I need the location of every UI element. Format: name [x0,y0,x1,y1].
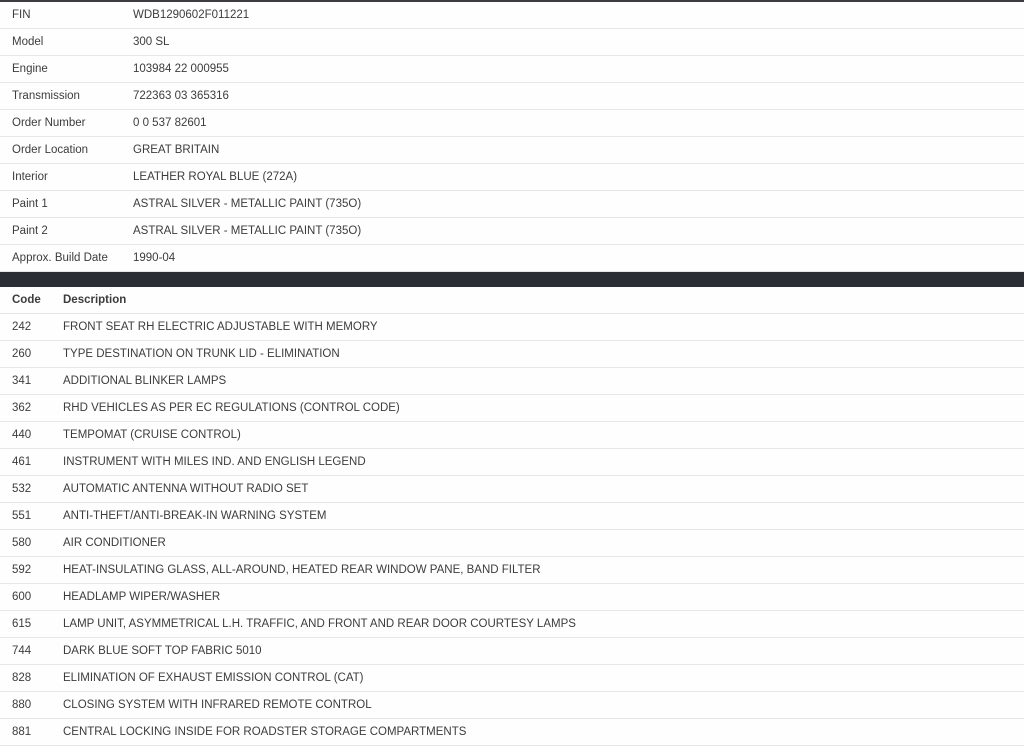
option-row [0,611,1024,638]
options-header-row [0,287,1024,314]
description-column-header: Description [63,294,127,306]
option-description: TEMPOMAT (CRUISE CONTROL) [63,429,241,441]
option-description: DARK BLUE SOFT TOP FABRIC 5010 [63,645,262,657]
option-row [0,341,1024,368]
option-description: CLOSING SYSTEM WITH INFRARED REMOTE CONTROL [63,699,372,711]
option-description: ANTI-THEFT/ANTI-BREAK-IN WARNING SYSTEM [63,510,327,522]
detail-row [0,191,1024,218]
option-code: 615 [12,618,32,630]
detail-value: 722363 03 365316 [133,90,229,102]
option-row [0,422,1024,449]
option-code: 744 [12,645,32,657]
detail-row [0,218,1024,245]
detail-label: Paint 1 [12,198,48,210]
section-divider-bar [0,272,1024,287]
option-row [0,719,1024,746]
option-row [0,530,1024,557]
option-code: 881 [12,726,32,738]
detail-label: Model [12,36,44,48]
option-code: 362 [12,402,32,414]
detail-label: FIN [12,9,31,21]
option-code: 580 [12,537,32,549]
code-column-header: Code [12,294,41,306]
detail-label: Paint 2 [12,225,48,237]
detail-label: Transmission [12,90,80,102]
option-row [0,476,1024,503]
option-row [0,665,1024,692]
detail-row [0,83,1024,110]
detail-value: ASTRAL SILVER - METALLIC PAINT (735O) [133,225,362,237]
option-code: 461 [12,456,32,468]
detail-row [0,110,1024,137]
detail-value: 0 0 537 82601 [133,117,207,129]
detail-value: 1990-04 [133,252,176,264]
option-description: ADDITIONAL BLINKER LAMPS [63,375,227,387]
detail-row [0,245,1024,272]
option-row [0,692,1024,719]
option-code: 341 [12,375,32,387]
detail-value: GREAT BRITAIN [133,144,220,156]
detail-value: WDB1290602F011221 [133,9,250,21]
option-row [0,449,1024,476]
detail-label: Approx. Build Date [12,252,108,264]
option-row [0,638,1024,665]
option-row [0,314,1024,341]
option-row [0,557,1024,584]
detail-row [0,137,1024,164]
detail-value: 300 SL [133,36,170,48]
option-description: AIR CONDITIONER [63,537,166,549]
option-codes-table [0,287,1024,746]
option-description: FRONT SEAT RH ELECTRIC ADJUSTABLE WITH MEMORY [63,321,378,333]
detail-row [0,164,1024,191]
option-row [0,584,1024,611]
option-description: HEAT-INSULATING GLASS, ALL-AROUND, HEATED REAR WINDOW PANE, BAND FILTER [63,564,541,576]
option-code: 551 [12,510,32,522]
option-description: HEADLAMP WIPER/WASHER [63,591,221,603]
option-description: RHD VEHICLES AS PER EC REGULATIONS (CONTROL CODE) [63,402,400,414]
option-row [0,395,1024,422]
option-description: LAMP UNIT, ASYMMETRICAL L.H. TRAFFIC, AND FRONT AND REAR DOOR COURTESY LAMPS [63,618,576,630]
detail-label: Order Number [12,117,86,129]
detail-value: 103984 22 000955 [133,63,229,75]
option-code: 592 [12,564,32,576]
option-code: 600 [12,591,32,603]
detail-label: Engine [12,63,48,75]
option-code: 242 [12,321,32,333]
option-row [0,503,1024,530]
option-description: CENTRAL LOCKING INSIDE FOR ROADSTER STORAGE COMPARTMENTS [63,726,467,738]
option-row [0,368,1024,395]
option-description: TYPE DESTINATION ON TRUNK LID - ELIMINATION [63,348,340,360]
vehicle-details-table [0,2,1024,272]
detail-row [0,2,1024,29]
option-code: 440 [12,429,32,441]
option-description: INSTRUMENT WITH MILES IND. AND ENGLISH LEGEND [63,456,366,468]
option-description: ELIMINATION OF EXHAUST EMISSION CONTROL (CAT) [63,672,364,684]
detail-label: Interior [12,171,48,183]
option-code: 828 [12,672,32,684]
detail-value: LEATHER ROYAL BLUE (272A) [133,171,298,183]
option-code: 880 [12,699,32,711]
detail-row [0,29,1024,56]
option-description: AUTOMATIC ANTENNA WITHOUT RADIO SET [63,483,309,495]
detail-row [0,56,1024,83]
detail-value: ASTRAL SILVER - METALLIC PAINT (735O) [133,198,362,210]
detail-label: Order Location [12,144,89,156]
option-code: 260 [12,348,32,360]
option-code: 532 [12,483,32,495]
